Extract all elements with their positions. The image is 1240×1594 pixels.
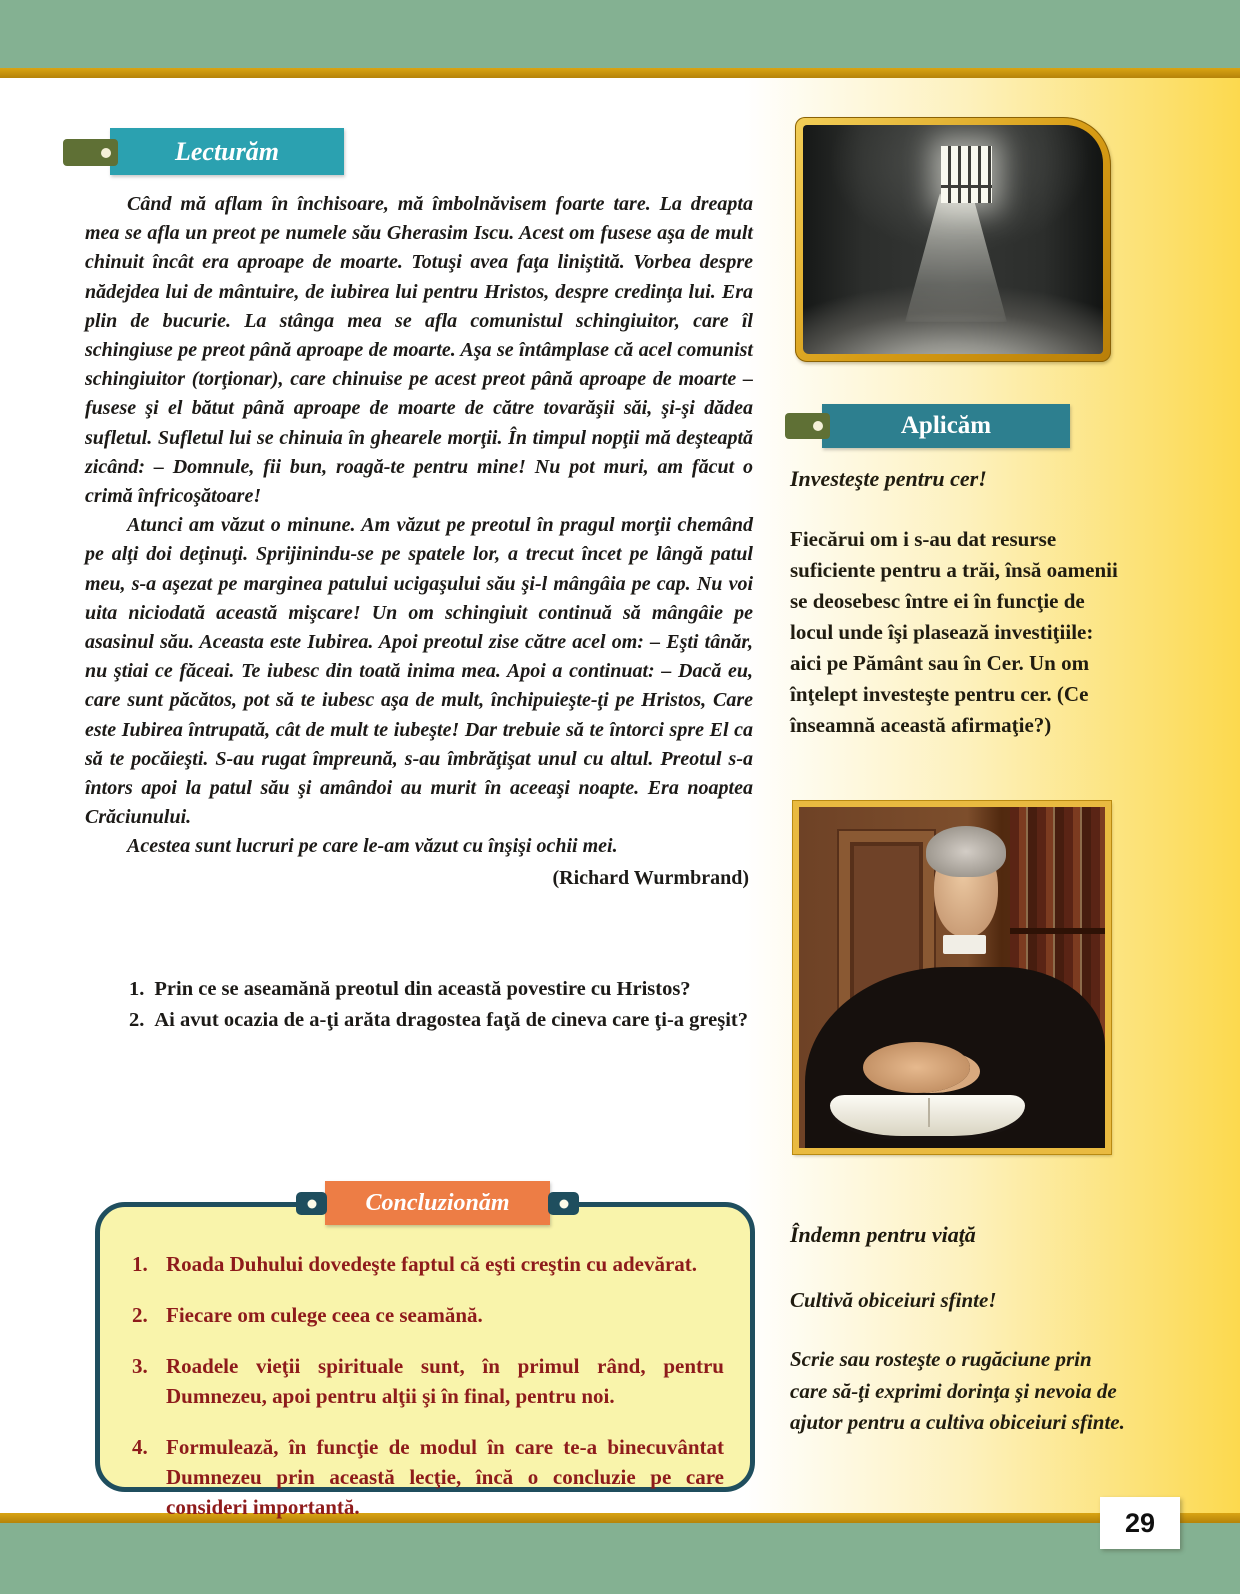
conclusion-number: 4. [132,1435,148,1459]
comprehension-questions [85,974,753,1036]
section-header-concluzionam [325,1181,550,1225]
page-number-box [1100,1497,1180,1549]
priest-hair [926,826,1006,877]
conclusion-number: 3. [132,1354,148,1378]
barred-window [941,146,992,203]
reading-paragraph: Acestea sunt lucruri pe care le-am văzut cu înşişi ochii mei. [127,835,618,858]
question-number: 2. [129,1009,145,1031]
prison-cell-image [803,125,1103,354]
section-header-lecturam [110,128,344,175]
conclusion-text: Roadele vieţii spirituale sunt, în primul rând, pentru Dumnezeu, apoi pentru alţii şi în final, pentru noi. [166,1354,724,1408]
indemn-title: Îndemn pentru viaţă [790,1222,976,1247]
conclusion-text: Roada Duhului dovedeşte faptul că eşti creştin cu adevărat. [166,1252,698,1276]
conclusion-text: Fiecare om culege ceea ce seamănă. [166,1303,483,1327]
author-attribution: (Richard Wurmbrand) [552,866,749,889]
reading-paragraph: Atunci am văzut o minune. Am văzut pe preotul în pragul morţii chemând pe alţi doi deţinuţi. Sprijinindu-se pe spatele lor, a trecut încet pe lângă patul meu, s-a aşezat pe marginea patului ucigaşului său şi-l mângâia pe cap. Nu voi uita niciodată această mişcare! Un om schingiuit continuă să mângâie pe asasinul său. Aceasta este Iubirea. Apoi preotul zise către acel om: – Eşti tânăr, nu ştiai ce făceai. Te iubesc din toată inima mea. Apoi a continuat: – Dacă eu, care sunt păcătos, pot să te iubesc aşa de mult, închipuieşte-ţi pe Hristos, Care este Iubirea întrupată, cât de mult te iubeşte! Dar trebuie să te întorci spre El ca să te pocăieşti. S-au rugat împreună, s-au îmbrăţişat unul cu altul. Preotul s-a întors apoi la patul său şi amândoi au murit în aceeaşi noapte. Era noaptea Crăciunului. [85,514,753,829]
conclusion-number: 1. [132,1252,148,1276]
conclusion-item [132,1351,724,1411]
indemn-subtitle: Cultivă obiceiuri sfinte! [790,1288,997,1312]
question-item [85,974,753,1005]
question-number: 1. [129,978,145,1000]
prison-cell-image-frame [795,117,1111,362]
conclusion-item [132,1432,724,1522]
section-header-aplicam [822,404,1070,448]
top-green-band [0,0,1240,68]
priest-portrait-frame [793,801,1111,1154]
conclusion-list [132,1249,724,1522]
page-number: 29 [1124,1507,1156,1538]
question-text: Prin ce se aseamănă preotul din această povestire cu Hristos? [154,978,691,1000]
bottom-green-band [0,1523,1240,1594]
lecturam-label: Lecturăm [175,136,279,166]
conclusion-text: Formulează, în funcţie de modul în care te-a binecuvântat Dumnezeu prin această lecţie, încă o concluzie pe care consideri importantă. [166,1435,724,1519]
aplicam-body: Fiecărui om i s-au dat resurse suficiente pentru a trăi, însă oamenii se deosebesc între ei în funcţie de locul unde îşi plasează investiţiile: aici pe Pământ sau în Cer. Un om înţelept investeşte pentru cer. (Ce înseamnă această afirmaţie?) [790,527,1118,737]
reading-paragraph: Când mă aflam în închisoare, mă îmbolnăvisem foarte tare. La dreapta mea se afla un preot pe numele său Gherasim Iscu. Acest om fusese aşa de mult chinuit încât era aproape de moarte. Totuşi avea faţa liniştită. Vorbea despre nădejdea lui de mântuire, de iubirea lui pentru Hristos, despre credinţa lui. Era plin de bucurie. La stânga mea se afla comunistul schingiuitor, care îl schingiuse pe preot până aproape de moarte. Aşa se întâmplase că acel comunist schingiuitor (torţionar), care chinuise pe acest preot până aproape de moarte – fusese şi el bătut până aproape de moarte de către tovarăşii săi, şi-şi dădea sufletul. Sufletul lui se chinuia în ghearele morţii. În timpul nopţii mă deşteaptă zicând: – Domnule, fii bun, roagă-te pentru mine! Nu pot muri, am făcut o crimă înfricoşătoare! [85,193,753,508]
conclusion-item [132,1300,724,1330]
conclusion-pin-right-icon [548,1192,579,1215]
conclusion-box [95,1202,755,1519]
conclusion-item [132,1249,724,1279]
top-gold-rule [0,68,1240,78]
priest-portrait-image [799,807,1105,1148]
aplicam-tag-pin-icon [785,413,830,439]
question-text: Ai avut ocazia de a-ţi arăta dragostea faţă de cineva care ţi-a greşit? [154,1009,748,1031]
indemn-body: Scrie sau rosteşte o rugăciune prin care să-ţi exprimi dorinţa şi nevoia de ajutor pentru a cultiva obiceiuri sfinte. [790,1347,1125,1434]
reading-passage [85,190,753,893]
conclusion-number: 2. [132,1303,148,1327]
question-item [85,1005,753,1036]
lecturam-tag-pin-icon [63,139,118,166]
clerical-collar [943,935,986,954]
concluzionam-label: Concluzionăm [365,1189,510,1216]
aplicam-title: Investeşte pentru cer! [790,466,987,491]
light-beam [905,194,1007,322]
aplicam-label: Aplicăm [900,412,992,439]
conclusion-pin-left-icon [296,1192,327,1215]
